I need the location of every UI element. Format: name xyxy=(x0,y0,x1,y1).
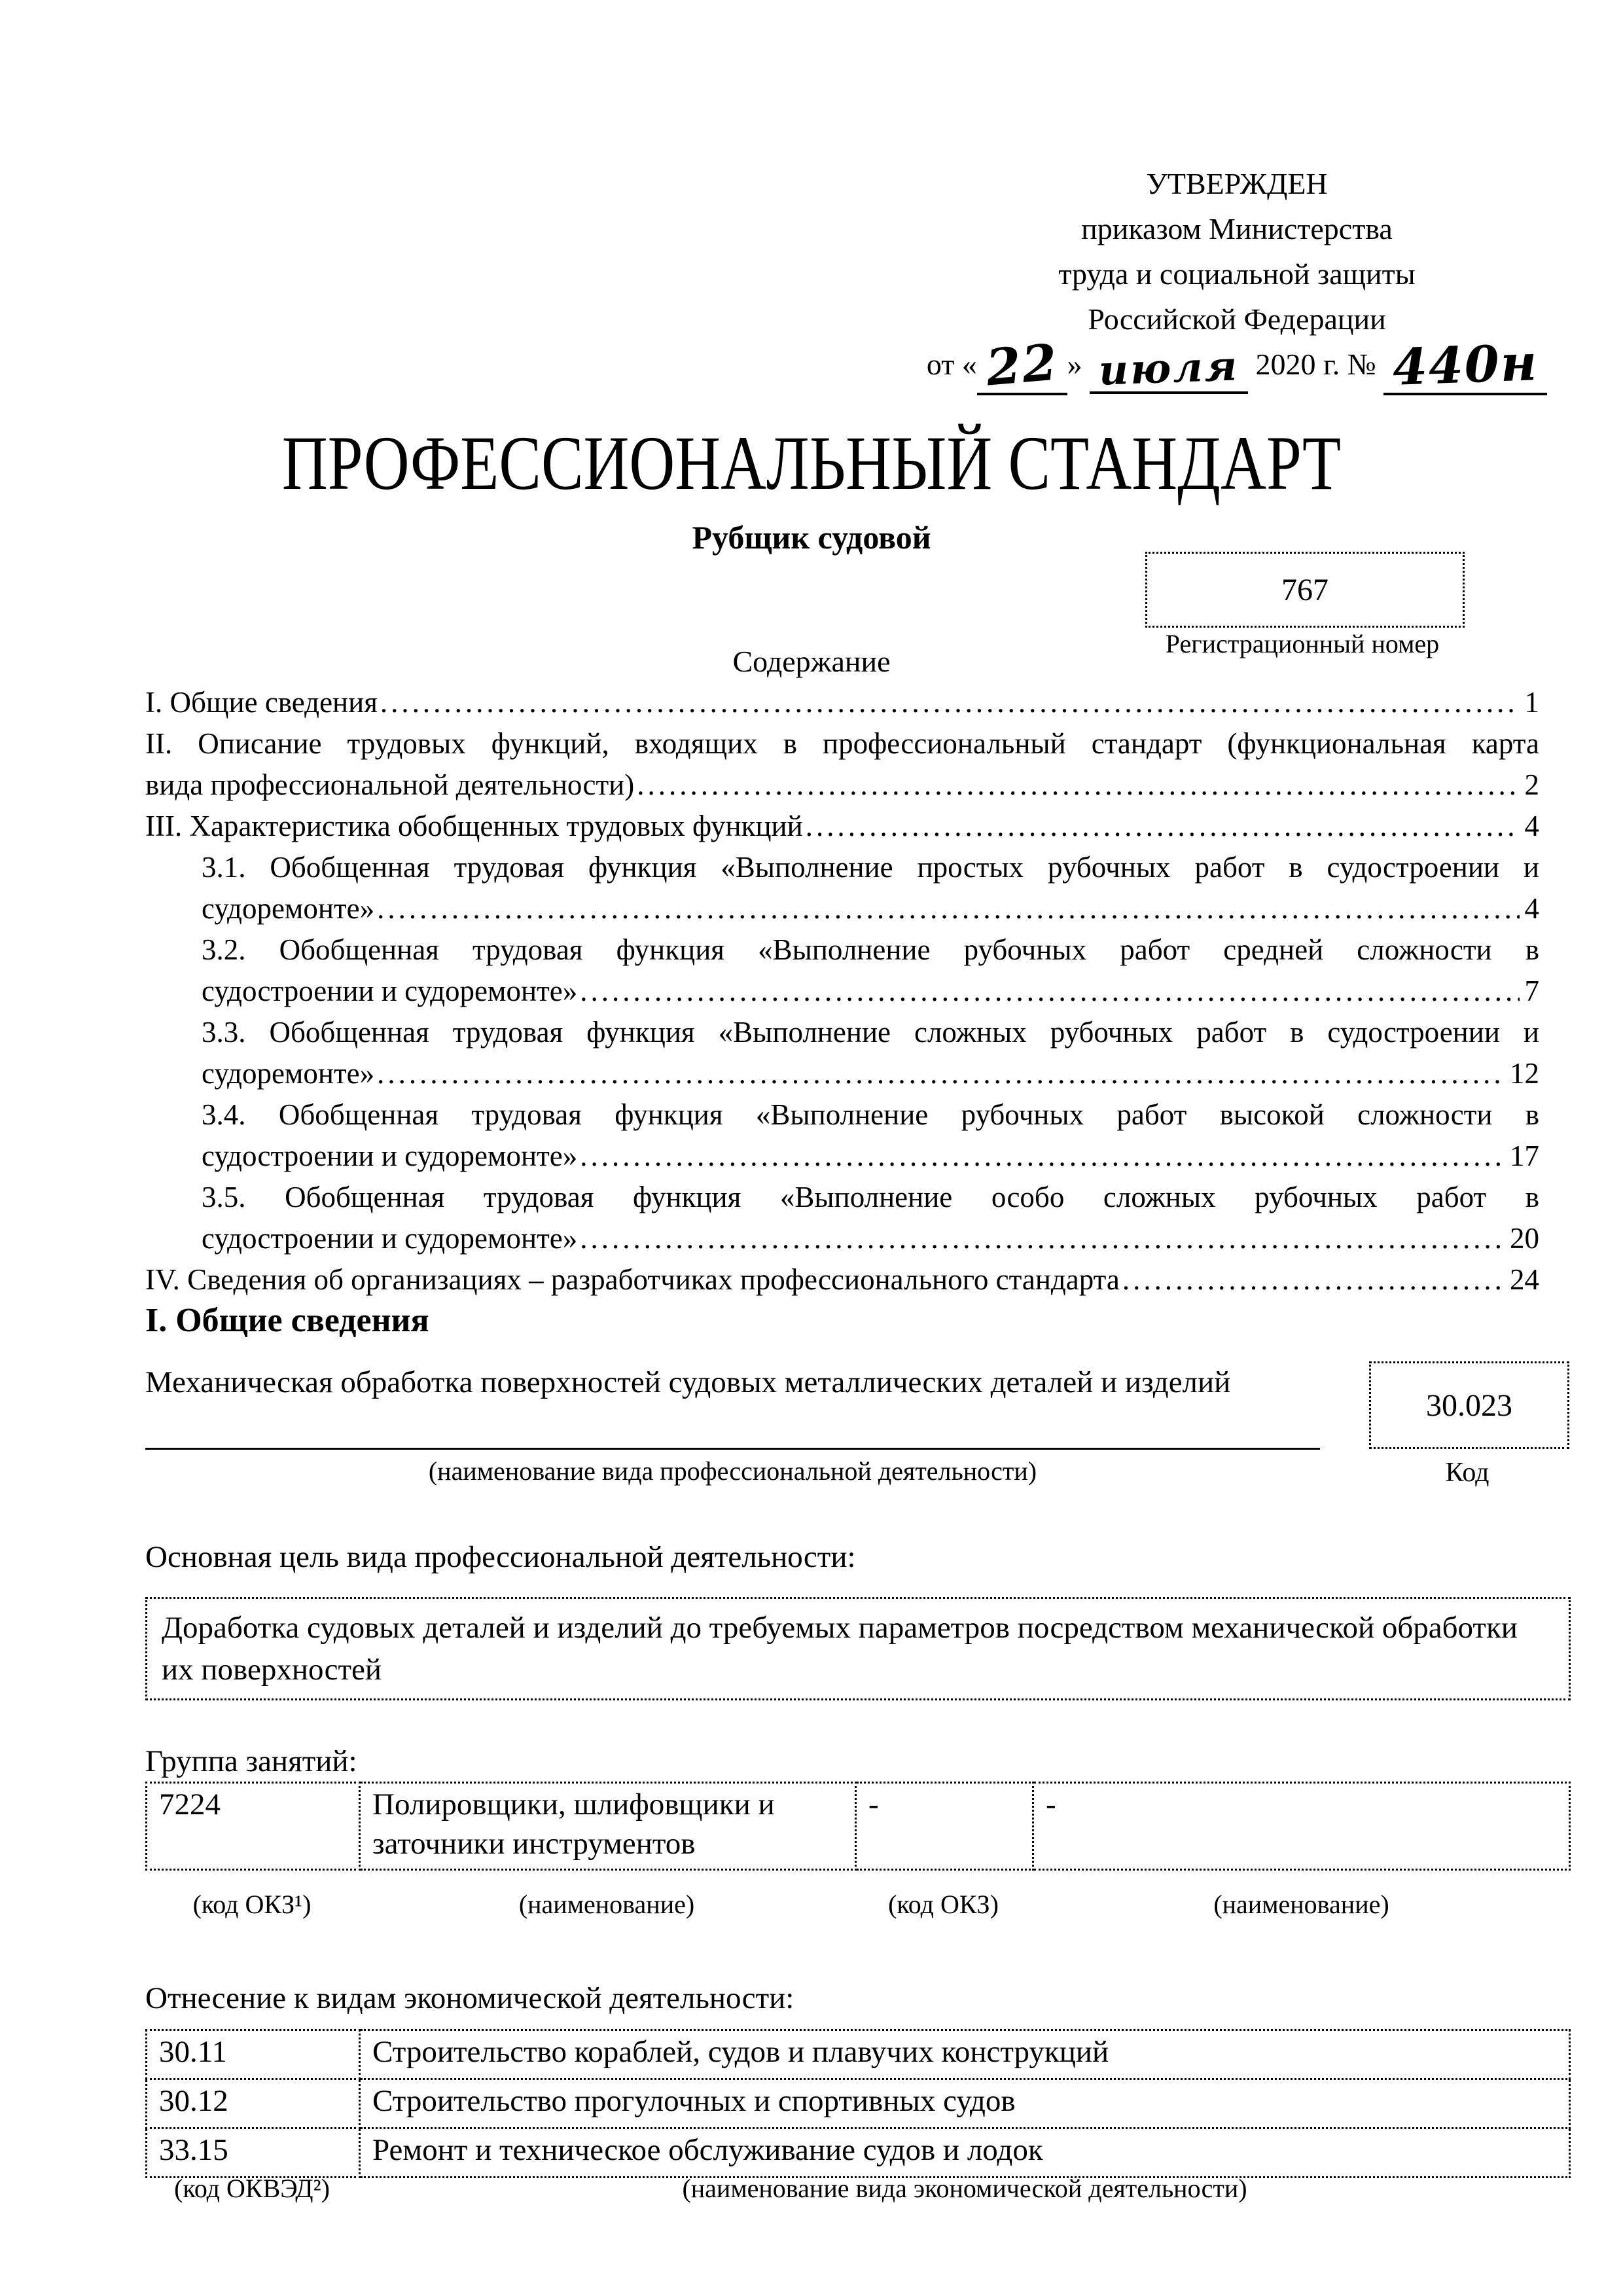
occupations-caption-2: (наименование) xyxy=(518,1890,695,1919)
toc-entry: III. Характеристика обобщенных трудовых функций ..... 4 xyxy=(145,806,1539,847)
table-row xyxy=(147,1783,1570,1870)
activity-code: 30.023 xyxy=(1426,1388,1512,1423)
toc-entry: 3.4. Обобщенная трудовая функция «Выполнение рубочных работ высокой сложности в xyxy=(202,1098,1539,1131)
handwritten-day: 22 xyxy=(984,332,1061,397)
toc-entry: судостроении и судоремонте» ..... 20 xyxy=(145,1218,1539,1259)
registration-number-label: Регистрационный номер xyxy=(1165,629,1440,658)
toc-page-number: 24 xyxy=(1510,1263,1539,1296)
occupations-label: Группа занятий: xyxy=(145,1744,357,1778)
toc-entry: судоремонте» ..... 4 xyxy=(145,888,1539,929)
okz-code-cell: 7224 xyxy=(147,1783,360,1870)
handwritten-month: июля xyxy=(1097,342,1240,395)
goal-box: Доработка судовых деталей и изделий до требуемых параметров посредством механической обработки их поверхностей xyxy=(145,1597,1571,1700)
okved-code-cell: 30.12 xyxy=(147,2079,360,2128)
document-title: ПРОФЕССИОНАЛЬНЫЙ СТАНДАРТ xyxy=(281,420,1342,506)
economic-caption-1: (код ОКВЭД²) xyxy=(174,2174,330,2203)
activity-name: Механическая обработка поверхностей судовых металлических деталей и изделий xyxy=(145,1365,1231,1399)
registration-number: 767 xyxy=(1281,572,1329,607)
table-of-contents xyxy=(145,682,1539,1300)
occupations-table xyxy=(145,1782,1571,1871)
toc-entry: I. Общие сведения ..... 1 xyxy=(145,682,1539,723)
dot-leader xyxy=(580,1218,1505,1259)
handwritten-order-number: 440н xyxy=(1391,333,1539,397)
dot-leader xyxy=(637,764,1519,806)
registration-number-box xyxy=(1145,552,1465,628)
toc-entry: 3.1. Обобщенная трудовая функция «Выполнение простых рубочных работ в судостроении и xyxy=(202,851,1539,884)
toc-entry: вида профессиональной деятельности) ..... 2 xyxy=(145,764,1539,806)
toc-page-number: 20 xyxy=(1510,1222,1539,1255)
okved-name-cell: Строительство прогулочных и спортивных судов xyxy=(360,2079,1570,2128)
date-day-blank xyxy=(977,332,1067,397)
toc-page-number: 4 xyxy=(1524,810,1539,842)
approval-line: труда и социальной защиты xyxy=(1058,257,1416,291)
toc-entry: судоремонте» ..... 12 xyxy=(145,1053,1539,1094)
activity-code-box xyxy=(1369,1361,1569,1449)
toc-entry: IV. Сведения об организациях – разработчиках профессионального стандарта ..... 24 xyxy=(145,1259,1539,1300)
toc-entry: II. Описание трудовых функций, входящих в профессиональный стандарт (функциональная карта xyxy=(145,727,1539,760)
toc-page-number: 12 xyxy=(1510,1057,1539,1090)
date-month-blank xyxy=(1090,342,1248,395)
table-row xyxy=(147,2030,1570,2079)
okved-code-cell: 33.15 xyxy=(147,2128,360,2178)
approval-line: УТВЕРЖДЕН xyxy=(1146,167,1328,200)
dot-leader xyxy=(580,971,1519,1012)
profession-name: Рубщик судовой xyxy=(692,519,931,556)
toc-entry: 3.2. Обобщенная трудовая функция «Выполнение рубочных работ средней сложности в xyxy=(202,933,1539,966)
okved-name-cell: Ремонт и техническое обслуживание судов и лодок xyxy=(360,2128,1570,2178)
okz-name2-cell: - xyxy=(1033,1783,1570,1870)
date-number-blank xyxy=(1383,333,1547,397)
dot-leader xyxy=(806,806,1520,847)
okz-name-cell: Полировщики, шлифовщики и заточники инструментов xyxy=(360,1783,856,1870)
toc-page-number: 1 xyxy=(1524,686,1539,719)
economic-label: Отнесение к видам экономической деятельности: xyxy=(145,1981,794,2015)
toc-page-number: 7 xyxy=(1524,975,1539,1007)
approval-date-line xyxy=(818,332,1623,397)
okz-code2-cell: - xyxy=(856,1783,1033,1870)
dot-leader xyxy=(377,888,1519,929)
economic-activities-table xyxy=(145,2029,1571,2178)
toc-entry: 3.5. Обобщенная трудовая функция «Выполнение особо сложных рубочных работ в xyxy=(202,1181,1539,1213)
approval-block xyxy=(942,161,1531,342)
toc-page-number: 2 xyxy=(1524,768,1539,801)
occupations-caption-4: (наименование) xyxy=(1213,1890,1389,1919)
dot-leader xyxy=(380,682,1520,723)
toc-page-number: 17 xyxy=(1510,1139,1539,1172)
occupations-caption-1: (код ОКЗ¹) xyxy=(192,1890,312,1919)
economic-caption-2: (наименование вида экономической деятельности) xyxy=(682,2174,1247,2203)
dot-leader xyxy=(377,1053,1505,1094)
occupations-caption-3: (код ОКЗ) xyxy=(888,1890,999,1919)
section-heading-general: I. Общие сведения xyxy=(145,1302,429,1339)
activity-caption: (наименование вида профессиональной деятельности) xyxy=(428,1456,1037,1486)
okved-name-cell: Строительство кораблей, судов и плавучих конструкций xyxy=(360,2030,1570,2079)
date-prefix: от « xyxy=(926,348,977,381)
toc-page-number: 4 xyxy=(1524,892,1539,925)
approval-line: Российской Федерации xyxy=(1088,302,1386,336)
table-row xyxy=(147,2128,1570,2178)
okved-code-cell: 30.11 xyxy=(147,2030,360,2079)
dot-leader xyxy=(580,1136,1505,1177)
dot-leader xyxy=(1122,1259,1505,1300)
contents-heading: Содержание xyxy=(732,645,891,678)
toc-entry: 3.3. Обобщенная трудовая функция «Выполнение сложных рубочных работ в судостроении и xyxy=(202,1016,1539,1049)
approval-line: приказом Министерства xyxy=(1081,212,1393,245)
activity-underline xyxy=(145,1448,1320,1450)
date-close-quote: » xyxy=(1067,348,1082,381)
toc-entry: судостроении и судоремонте» ..... 7 xyxy=(145,971,1539,1012)
date-year-number-sign: 2020 г. № xyxy=(1255,348,1376,381)
activity-code-label: Код xyxy=(1445,1458,1489,1488)
goal-label: Основная цель вида профессиональной деятельности: xyxy=(145,1540,856,1574)
toc-entry: судостроении и судоремонте» ..... 17 xyxy=(145,1136,1539,1177)
table-row xyxy=(147,2079,1570,2128)
